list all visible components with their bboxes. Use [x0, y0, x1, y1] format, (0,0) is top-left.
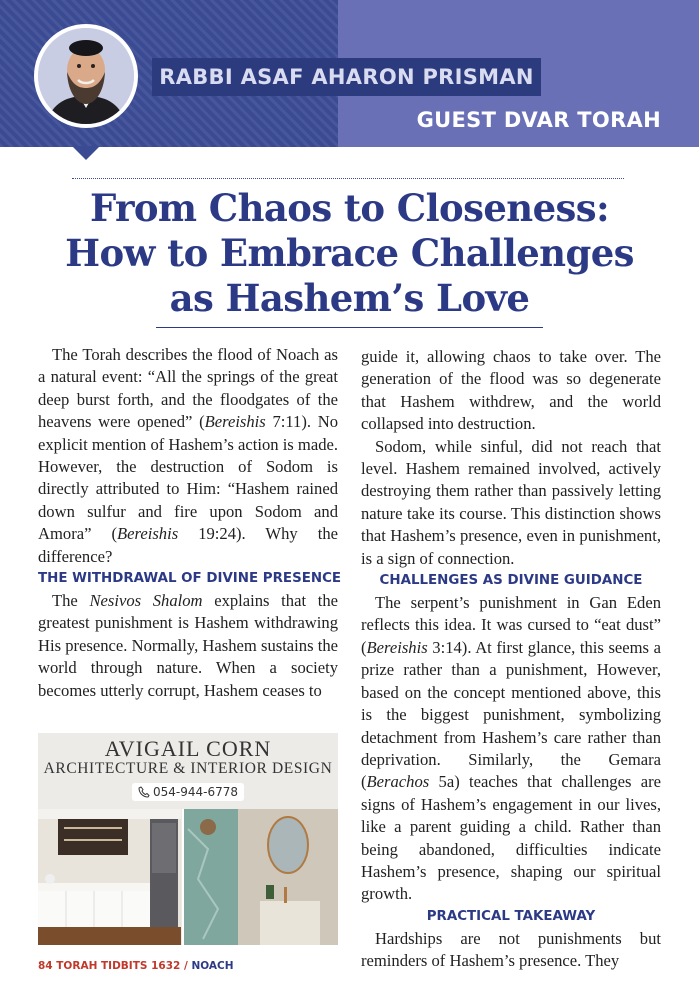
author-portrait-icon [38, 28, 134, 124]
text-run: 7:11). No explicit mention of Hashem’s action is made. However, the destruction of Sodom is directly attributed to Him: “Hashem rained down sulfur and fire upon Sodom and Amora” ( [38, 412, 338, 544]
body-column-right [361, 346, 661, 973]
text-run: 19:24). Why the difference? [38, 524, 338, 566]
body-column-left [38, 344, 342, 702]
paragraph [38, 344, 338, 568]
title-line-3: as Hashem’s Love [169, 276, 530, 320]
citation-book: Berachos [366, 772, 430, 792]
page-footer [38, 960, 234, 972]
author-name-box [152, 58, 541, 96]
author-avatar [34, 24, 138, 128]
title-rule-top [72, 178, 624, 179]
text-run: 5a) teaches that challenges are signs of Hashem’s engagement in our lives, like a parent guiding a child. Rather than being abandoned, difficulties indicate Hashem’s presence, shaping our spiritual growth. [361, 772, 661, 904]
citation-book: Bereishis [366, 637, 428, 657]
citation-book: Nesivos Shalom [89, 591, 203, 611]
section-label: GUEST DVAR TORAH [416, 108, 661, 132]
footer-parsha: NOACH [191, 960, 234, 972]
footer-separator: / [183, 960, 188, 972]
title-line-2: How to Embrace Challenges [65, 231, 634, 275]
ad-phone-number: 054-944-6778 [152, 785, 238, 799]
subheading-withdrawal: THE WITHDRAWAL OF DIVINE PRESENCE [38, 571, 342, 587]
ad-tagline: ARCHITECTURE & INTERIOR DESIGN [43, 760, 333, 777]
ad-interior-photos [38, 809, 338, 945]
paragraph: Hardships are not punishments but reminders of Hashem’s presence. They [361, 928, 661, 971]
header-pointer [72, 146, 100, 160]
text-run: The serpent’s punishment in Gan Eden reflects this idea. It was cursed to “eat dust” ( [361, 593, 661, 657]
text-run: The [52, 591, 90, 611]
author-name: RABBI ASAF AHARON PRISMAN [159, 65, 534, 89]
ad-phone-box[interactable] [132, 783, 244, 801]
text-run: The Torah describes the flood of Noach as a natural event: “All the springs of the great deep burst forth, and the floodgates of the heavens were opened” ( [38, 345, 338, 432]
paragraph: Sodom, while sinful, did not reach that level. Hashem remained involved, actively destroying them rather than passively letting nature take its course. This distinction shows that Hashem’s presence, even in punishment, is a sign of connection. [361, 436, 661, 568]
paragraph: guide it, allowing chaos to take over. The generation of the flood was so degenerate that Hashem withdrew, and the world collapsed into destruction. [361, 347, 661, 434]
citation-book: Bereishis [204, 412, 266, 432]
subheading-challenges: CHALLENGES AS DIVINE GUIDANCE [379, 573, 643, 589]
phone-icon [138, 786, 150, 798]
text-run: explains that the greatest punishment is Hashem withdrawing His presence. Normally, Hashem sustains the world through nature. When a society becomes utterly corrupt, Hashem ceases to [38, 591, 338, 700]
title-rule-bottom [156, 327, 543, 328]
subheading-takeaway: PRACTICAL TAKEAWAY [426, 908, 596, 924]
citation-book: Bereishis [117, 524, 179, 544]
article-title [20, 186, 679, 321]
paragraph [38, 590, 338, 702]
title-line-1: From Chaos to Closeness: [89, 186, 610, 230]
ad-company-name: AVIGAIL CORN [104, 736, 272, 761]
text-run: 3:14). At first glance, this seems a prize rather than a punishment, However, based on the concept mentioned above, this is the biggest punishment, symbolizing detachment from Hashem’s care rather than deprivation. Similarly, the Gemara ( [361, 637, 661, 792]
paragraph [361, 592, 661, 906]
header-banner [0, 0, 699, 147]
advertisement[interactable] [38, 733, 338, 945]
footer-publication: 84 TORAH TIDBITS 1632 [38, 960, 181, 972]
